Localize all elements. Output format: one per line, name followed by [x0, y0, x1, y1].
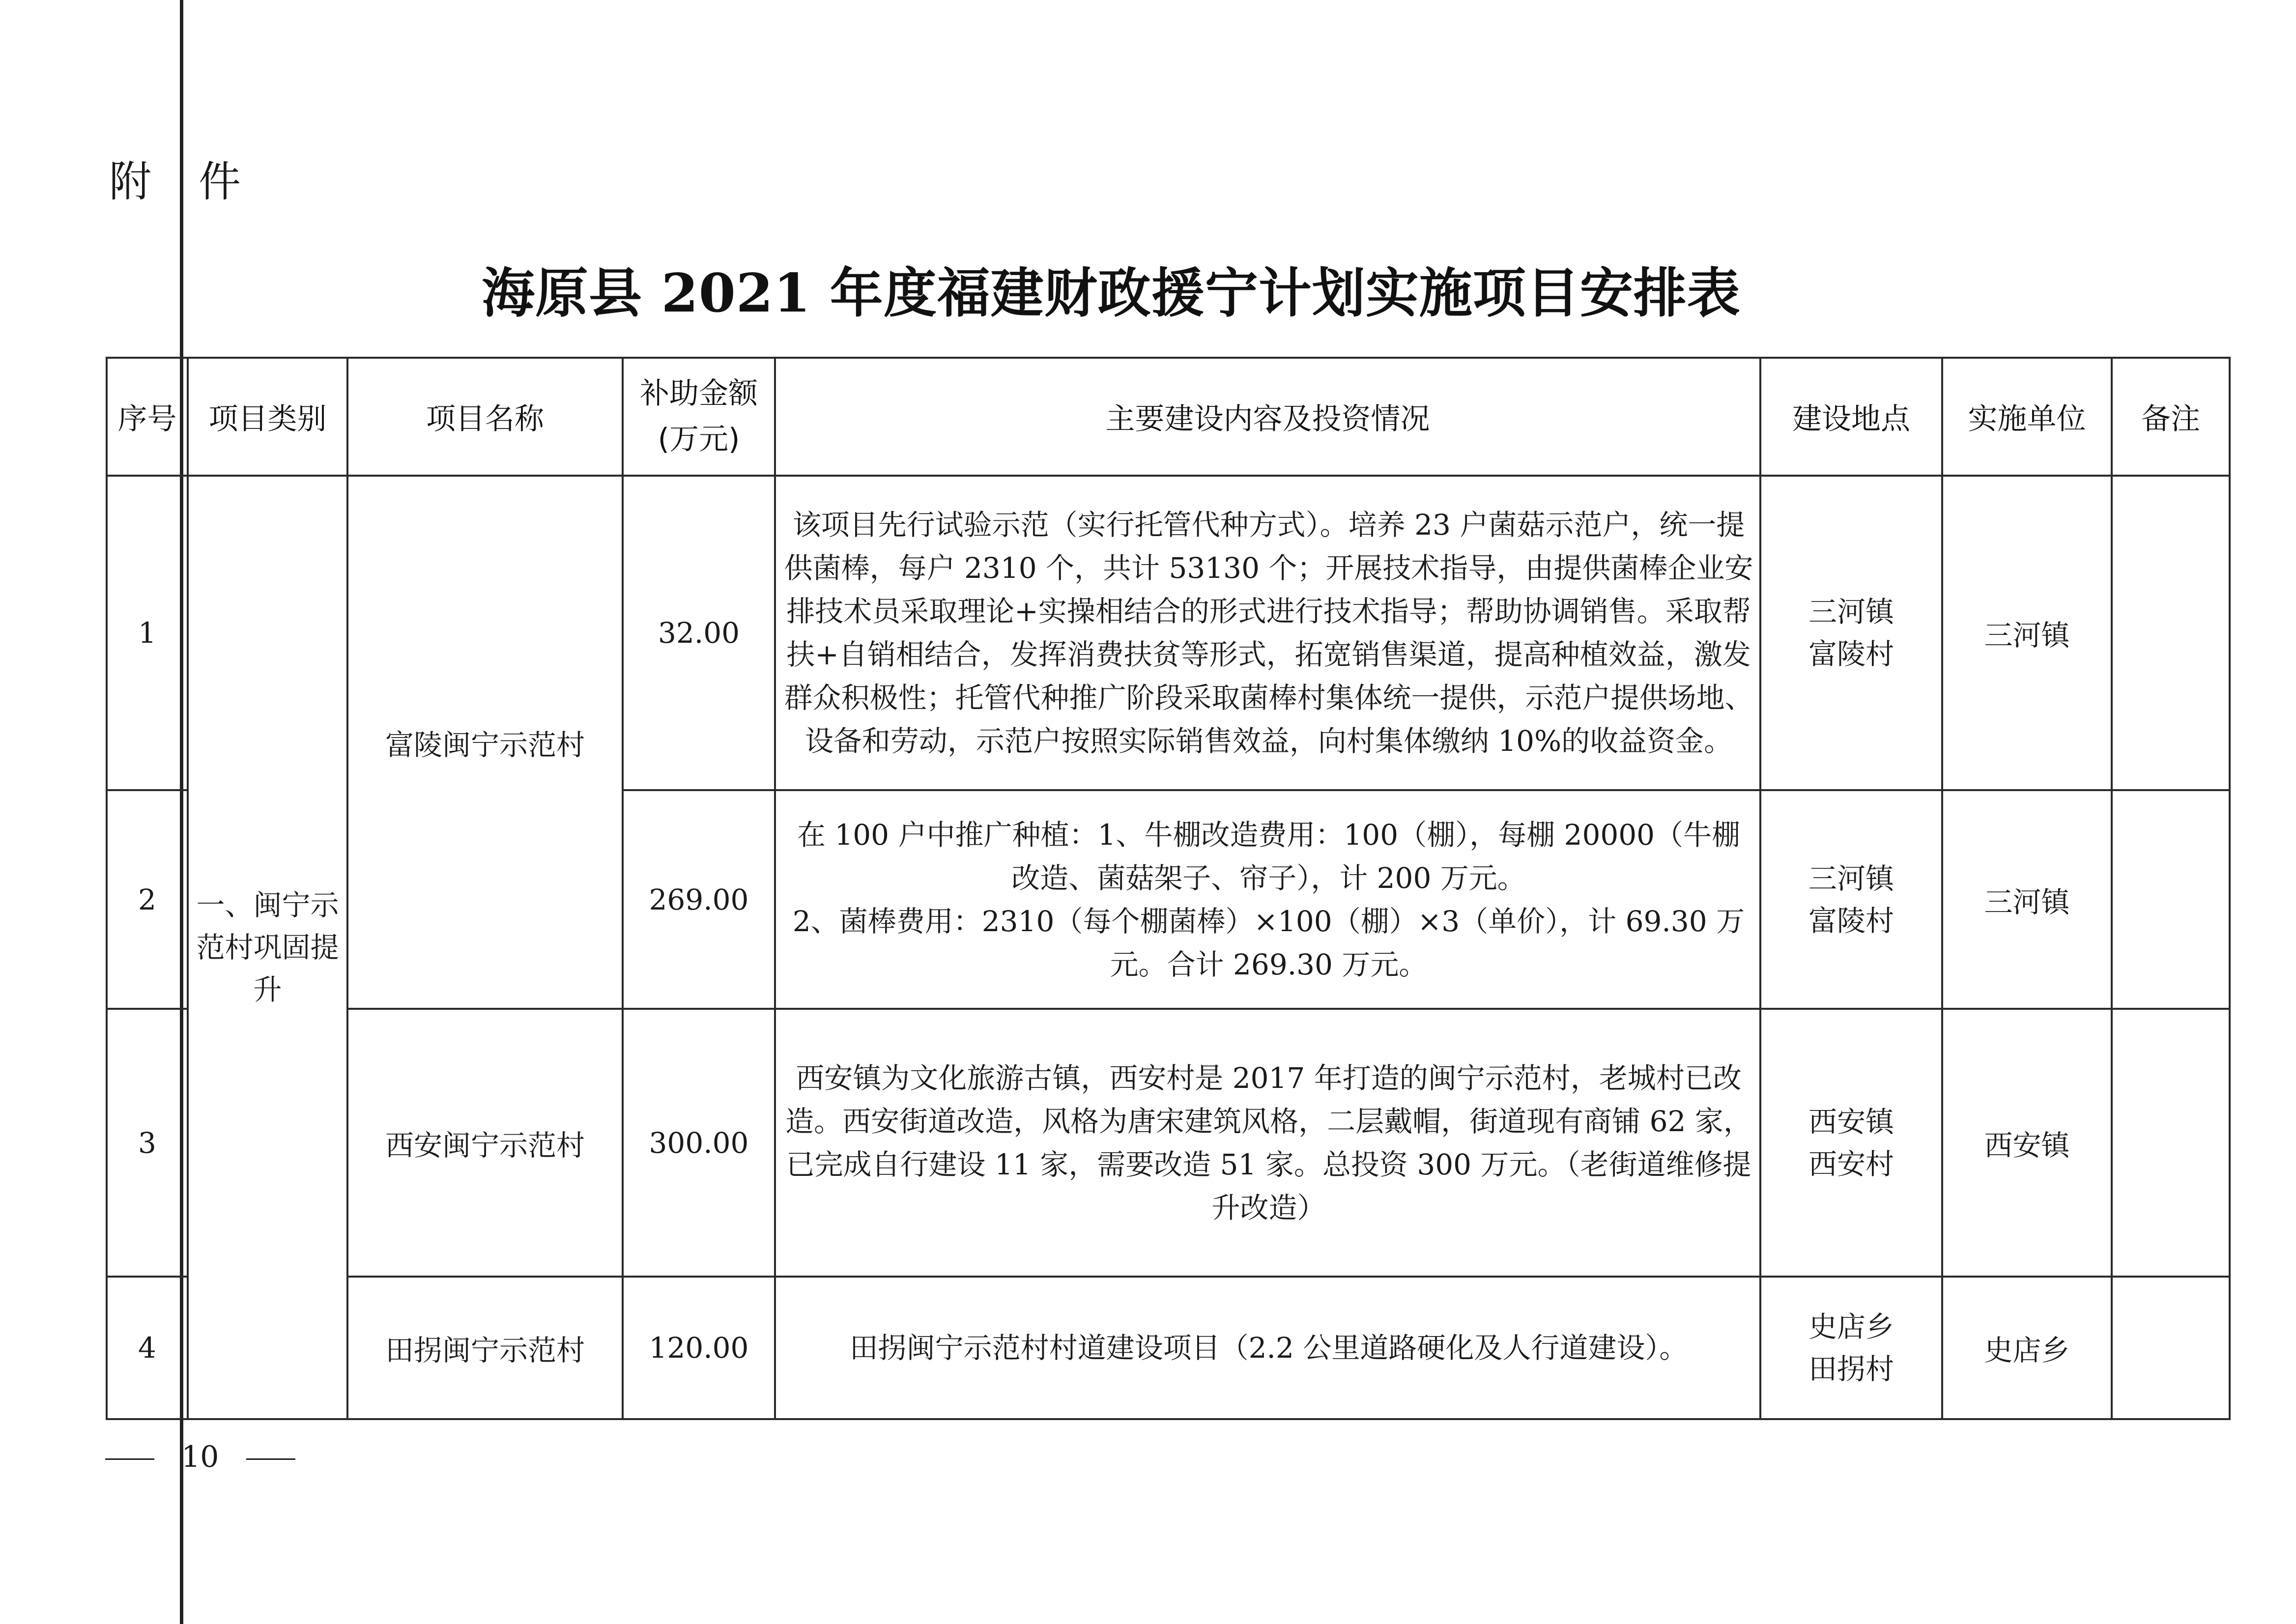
header-project-name: 项目名称: [347, 358, 623, 476]
row-seq: 1: [107, 476, 188, 790]
location-village: 西安村: [1808, 1147, 1894, 1181]
location-town: 西安镇: [1808, 1105, 1894, 1139]
row-content: 西安镇为文化旅游古镇，西安村是 2017 年打造的闽宁示范村，老城村已改造。西安街道改造，风格为唐宋建筑风格，二层戴帽，街道现有商铺 62 家，已完成自行建设 11 家，需要改造 51 家。总投资 300 万元。（老街道维修提升改造）: [775, 1009, 1760, 1277]
location-town: 三河镇: [1808, 861, 1894, 895]
row-location: [1760, 476, 1942, 790]
header-location: 建设地点: [1760, 358, 1942, 476]
table-header-row: [107, 358, 2230, 476]
header-unit: 实施单位: [1942, 358, 2112, 476]
row-location: [1760, 790, 1942, 1009]
row-unit: 史店乡: [1942, 1277, 2112, 1419]
page-number: 10: [181, 1440, 219, 1474]
row-amount: 32.00: [623, 476, 775, 790]
location-village: 富陵村: [1808, 637, 1894, 671]
location-town: 三河镇: [1808, 595, 1894, 628]
footer-dash-right: [246, 1458, 295, 1460]
row-seq: 3: [107, 1009, 188, 1277]
row-category: [188, 476, 347, 1419]
row-project-name: 田拐闽宁示范村: [347, 1277, 623, 1419]
table-row: [107, 1009, 2230, 1277]
row-amount: 269.00: [623, 790, 775, 1009]
table-row: [107, 476, 2230, 790]
row-remark: [2112, 1009, 2230, 1277]
page-footer: [105, 1440, 295, 1474]
row-unit: 西安镇: [1942, 1009, 2112, 1277]
row-unit: 三河镇: [1942, 790, 2112, 1009]
header-amount: [623, 358, 775, 476]
row-remark: [2112, 790, 2230, 1009]
row-location: [1760, 1009, 1942, 1277]
location-village: 田拐村: [1808, 1352, 1894, 1386]
project-plan-table: [106, 357, 2231, 1420]
document-title: 海原县 2021 年度福建财政援宁计划实施项目安排表: [482, 262, 1741, 324]
table-row: [107, 1277, 2230, 1419]
row-amount: 120.00: [623, 1277, 775, 1419]
header-category: 项目类别: [188, 358, 347, 476]
row-remark: [2112, 1277, 2230, 1419]
row-remark: [2112, 476, 2230, 790]
header-amount-line1: 补助金额: [640, 376, 758, 411]
row-unit: 三河镇: [1942, 476, 2112, 790]
attachment-label: 附件: [109, 157, 288, 206]
header-amount-line2: (万元): [658, 422, 740, 456]
row-project-name: 西安闽宁示范村: [347, 1009, 623, 1277]
row-project-name: 富陵闽宁示范村: [347, 476, 623, 1009]
footer-dash-left: [105, 1458, 154, 1460]
row-content: 该项目先行试验示范（实行托管代种方式）。培养 23 户菌菇示范户，统一提供菌棒，每户 2310 个，共计 53130 个；开展技术指导，由提供菌棒企业安排技术员采取理论+实操相结合的形式进行技术指导；帮助协调销售。采取帮扶+自销相结合，发挥消费扶贫等形式，拓宽销售渠道，提高种植效益，激发群众积极性；托管代种推广阶段采取菌棒村集体统一提供，示范户提供场地、设备和劳动，示范户按照实际销售效益，向村集体缴纳 10%的收益资金。: [775, 476, 1760, 790]
location-village: 富陵村: [1808, 904, 1894, 938]
row-seq: 2: [107, 790, 188, 1009]
location-town: 史店乡: [1808, 1310, 1894, 1343]
header-seq: 序号: [107, 358, 188, 476]
content-line-1: 在 100 户中推广种植：1、牛棚改造费用：100（棚），每棚 20000（牛棚改造、菌菇架子、帘子），计 200 万元。: [797, 818, 1741, 895]
row-content: [775, 790, 1760, 1009]
header-content: 主要建设内容及投资情况: [775, 358, 1760, 476]
row-seq: 4: [107, 1277, 188, 1419]
category-label: 一、闽宁示范村巩固提升: [196, 888, 339, 1006]
row-content: 田拐闽宁示范村村道建设项目（2.2 公里道路硬化及人行道建设）。: [775, 1277, 1760, 1419]
content-line-2: 2、菌棒费用：2310（每个棚菌棒）×100（棚）×3（单价），计 69.30 万元。合计 269.30 万元。: [792, 904, 1745, 981]
row-location: [1760, 1277, 1942, 1419]
row-amount: 300.00: [623, 1009, 775, 1277]
header-remark: 备注: [2112, 358, 2230, 476]
